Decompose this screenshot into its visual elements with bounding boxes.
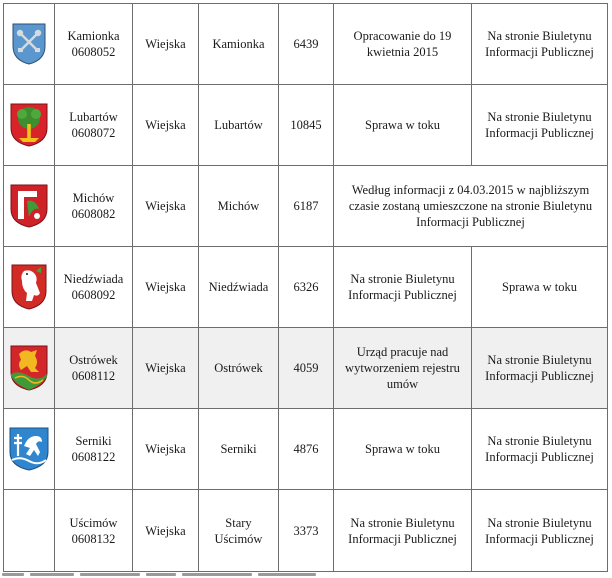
- crest-cell-empty: [4, 490, 55, 572]
- municipality-type: Wiejska: [133, 247, 199, 328]
- population: 4876: [279, 409, 334, 490]
- status-cell: Na stronie Biuletynu Informacji Publicznej: [472, 490, 608, 572]
- status-cell: Sprawa w toku: [334, 409, 472, 490]
- municipality-name-cell: [55, 490, 133, 572]
- municipality-contracts-table: [3, 3, 608, 572]
- teryt-code: 0608082: [71, 207, 116, 221]
- table-row: [4, 85, 608, 166]
- status-cell: Na stronie Biuletynu Informacji Publicznej: [472, 328, 608, 409]
- municipality-name-cell: [55, 328, 133, 409]
- municipality-name-cell: [55, 4, 133, 85]
- municipality-seat: Michów: [199, 166, 279, 247]
- crest-cell: [4, 409, 55, 490]
- crest-cell: [4, 85, 55, 166]
- teryt-code: 0608092: [71, 288, 116, 302]
- municipality-name: Michów: [72, 191, 115, 205]
- status-cell: Na stronie Biuletynu Informacji Publicznej: [472, 4, 608, 85]
- municipality-type: Wiejska: [133, 490, 199, 572]
- municipality-name: Serniki: [75, 434, 112, 448]
- municipality-name-cell: [55, 409, 133, 490]
- population: 3373: [279, 490, 334, 572]
- table-row: [4, 247, 608, 328]
- municipality-name: Niedźwiada: [63, 272, 124, 286]
- municipality-name: Kamionka: [67, 29, 120, 43]
- status-cell: Na stronie Biuletynu Informacji Publicznej: [334, 490, 472, 572]
- population: 6187: [279, 166, 334, 247]
- population: 4059: [279, 328, 334, 409]
- municipality-seat: Kamionka: [199, 4, 279, 85]
- municipality-name-cell: [55, 85, 133, 166]
- municipality-seat: Lubartów: [199, 85, 279, 166]
- municipality-type: Wiejska: [133, 166, 199, 247]
- population: 6326: [279, 247, 334, 328]
- table-row: [4, 409, 608, 490]
- table-row: [4, 490, 608, 572]
- municipality-type: Wiejska: [133, 85, 199, 166]
- crest-ostrowek-icon: [9, 344, 49, 392]
- municipality-seat: Ostrówek: [199, 328, 279, 409]
- population: 6439: [279, 4, 334, 85]
- teryt-code: 0608122: [71, 450, 116, 464]
- status-cell: Opracowanie do 19 kwietnia 2015: [334, 4, 472, 85]
- table-row: [4, 166, 608, 247]
- status-cell: Na stronie Biuletynu Informacji Publicznej: [472, 85, 608, 166]
- crest-cell: [4, 4, 55, 85]
- status-cell: Urząd pracuje nad wytworzeniem rejestru umów: [334, 328, 472, 409]
- municipality-name: Ostrówek: [69, 353, 118, 367]
- crest-serniki-icon: [8, 426, 50, 472]
- municipality-seat: Serniki: [199, 409, 279, 490]
- municipality-name-cell: [55, 247, 133, 328]
- teryt-code: 0608072: [71, 126, 116, 140]
- municipality-name-cell: [55, 166, 133, 247]
- table-row: [4, 328, 608, 409]
- municipality-type: Wiejska: [133, 328, 199, 409]
- teryt-code: 0608132: [71, 531, 116, 546]
- crest-kamionka-icon: [11, 22, 47, 66]
- status-cell: Na stronie Biuletynu Informacji Publicznej: [472, 409, 608, 490]
- teryt-code: 0608112: [71, 369, 116, 383]
- municipality-name: Uścimów: [69, 515, 118, 530]
- municipality-name: Lubartów: [69, 110, 118, 124]
- status-cell: Sprawa w toku: [472, 247, 608, 328]
- crest-lubartow-icon: [9, 102, 49, 148]
- status-cell: Sprawa w toku: [334, 85, 472, 166]
- status-merged-cell: Według informacji z 04.03.2015 w najbliższym czasie zostaną umieszczone na stronie Biuletynu Informacji Publicznej: [334, 166, 608, 247]
- population: 10845: [279, 85, 334, 166]
- crest-michow-icon: [9, 183, 49, 229]
- table-row: [4, 4, 608, 85]
- status-cell: Na stronie Biuletynu Informacji Publicznej: [334, 247, 472, 328]
- municipality-seat: Niedźwiada: [199, 247, 279, 328]
- teryt-code: 0608052: [71, 45, 116, 59]
- municipality-type: Wiejska: [133, 409, 199, 490]
- municipality-type: Wiejska: [133, 4, 199, 85]
- cropped-caption-strip: [0, 570, 612, 578]
- municipality-seat: Stary Uścimów: [199, 490, 279, 572]
- crest-cell: [4, 166, 55, 247]
- crest-cell: [4, 328, 55, 409]
- crest-cell: [4, 247, 55, 328]
- crest-niedzwiada-icon: [10, 263, 48, 311]
